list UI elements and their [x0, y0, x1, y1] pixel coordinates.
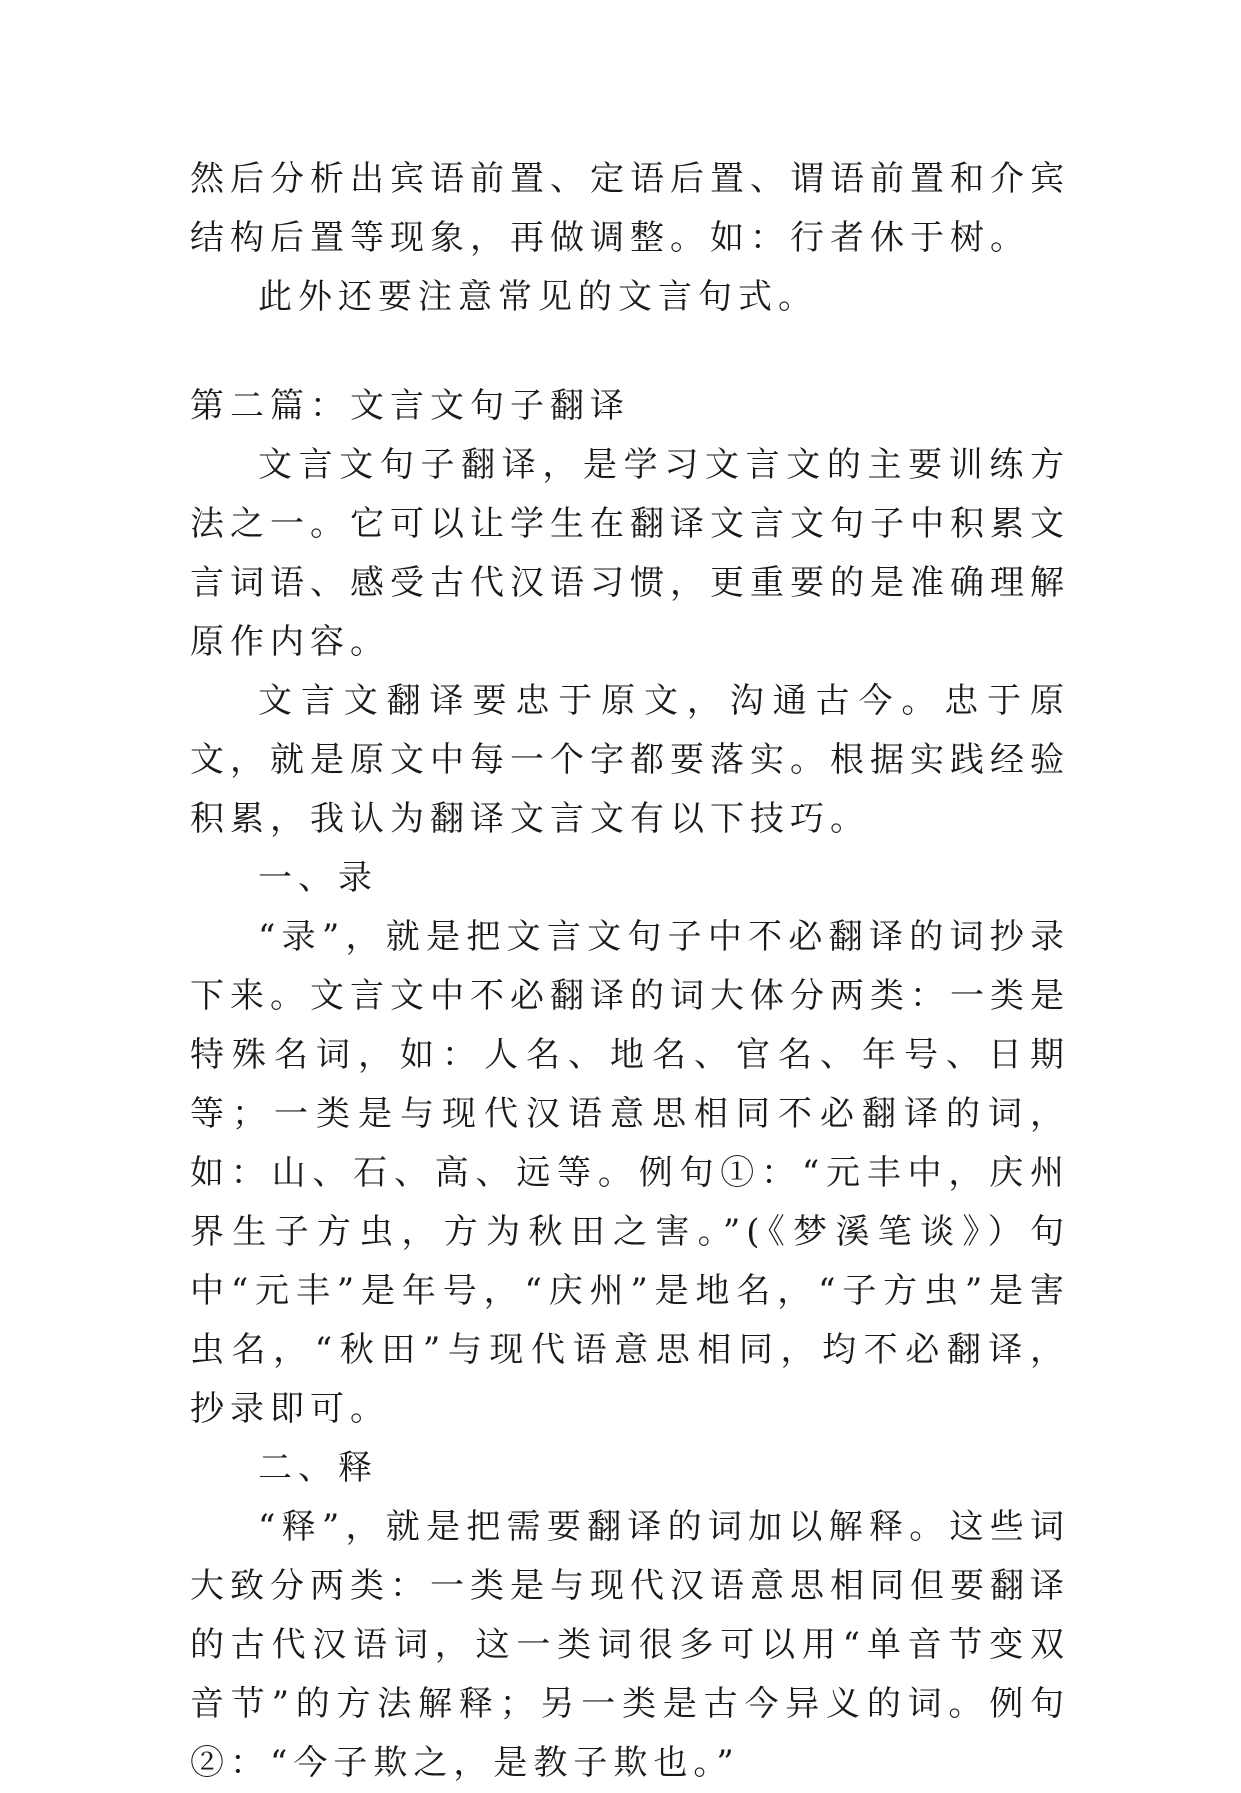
section-title: 第二篇：文言文句子翻译: [190, 386, 630, 426]
paragraph-continuation: 然后分析出宾语前置、定语后置、谓语前置和介宾结构后置等现象，再做调整。如：行者休于树。: [190, 159, 1070, 258]
document-page: [190, 150, 1070, 1793]
paragraph-shi: “释”，就是把需要翻译的词加以解释。这些词大致分两类：一类是与现代汉语意思相同但要翻译的古代汉语词，这一类词很多可以用“单音节变双音节”的方法解释；另一类是古今异义的词。例句②：“今子欺之，是教子欺也。”: [190, 1507, 1070, 1783]
paragraph-lu: “录”，就是把文言文句子中不必翻译的词抄录下来。文言文中不必翻译的词大体分两类：一类是特殊名词，如：人名、地名、官名、年号、日期等；一类是与现代汉语意思相同不必翻译的词，如：山、石、高、远等。例句①：“元丰中，庆州界生子方虫，方为秋田之害。”(《梦溪笔谈》）句中“元丰”是年号，“庆州”是地名，“子方虫”是害虫名，“秋田”与现代语意思相同，均不必翻译，抄录即可。: [190, 917, 1070, 1429]
paragraph-note: 此外还要注意常见的文言句式。: [258, 277, 818, 317]
heading-lu: 一、录: [258, 858, 378, 898]
paragraph-intro: 文言文句子翻译，是学习文言文的主要训练方法之一。它可以让学生在翻译文言文句子中积累文言词语、感受古代汉语习惯，更重要的是准确理解原作内容。: [190, 445, 1070, 662]
heading-shi: 二、释: [258, 1448, 378, 1488]
paragraph-principle: 文言文翻译要忠于原文，沟通古今。忠于原文，就是原文中每一个字都要落实。根据实践经验积累，我认为翻译文言文有以下技巧。: [190, 681, 1070, 839]
